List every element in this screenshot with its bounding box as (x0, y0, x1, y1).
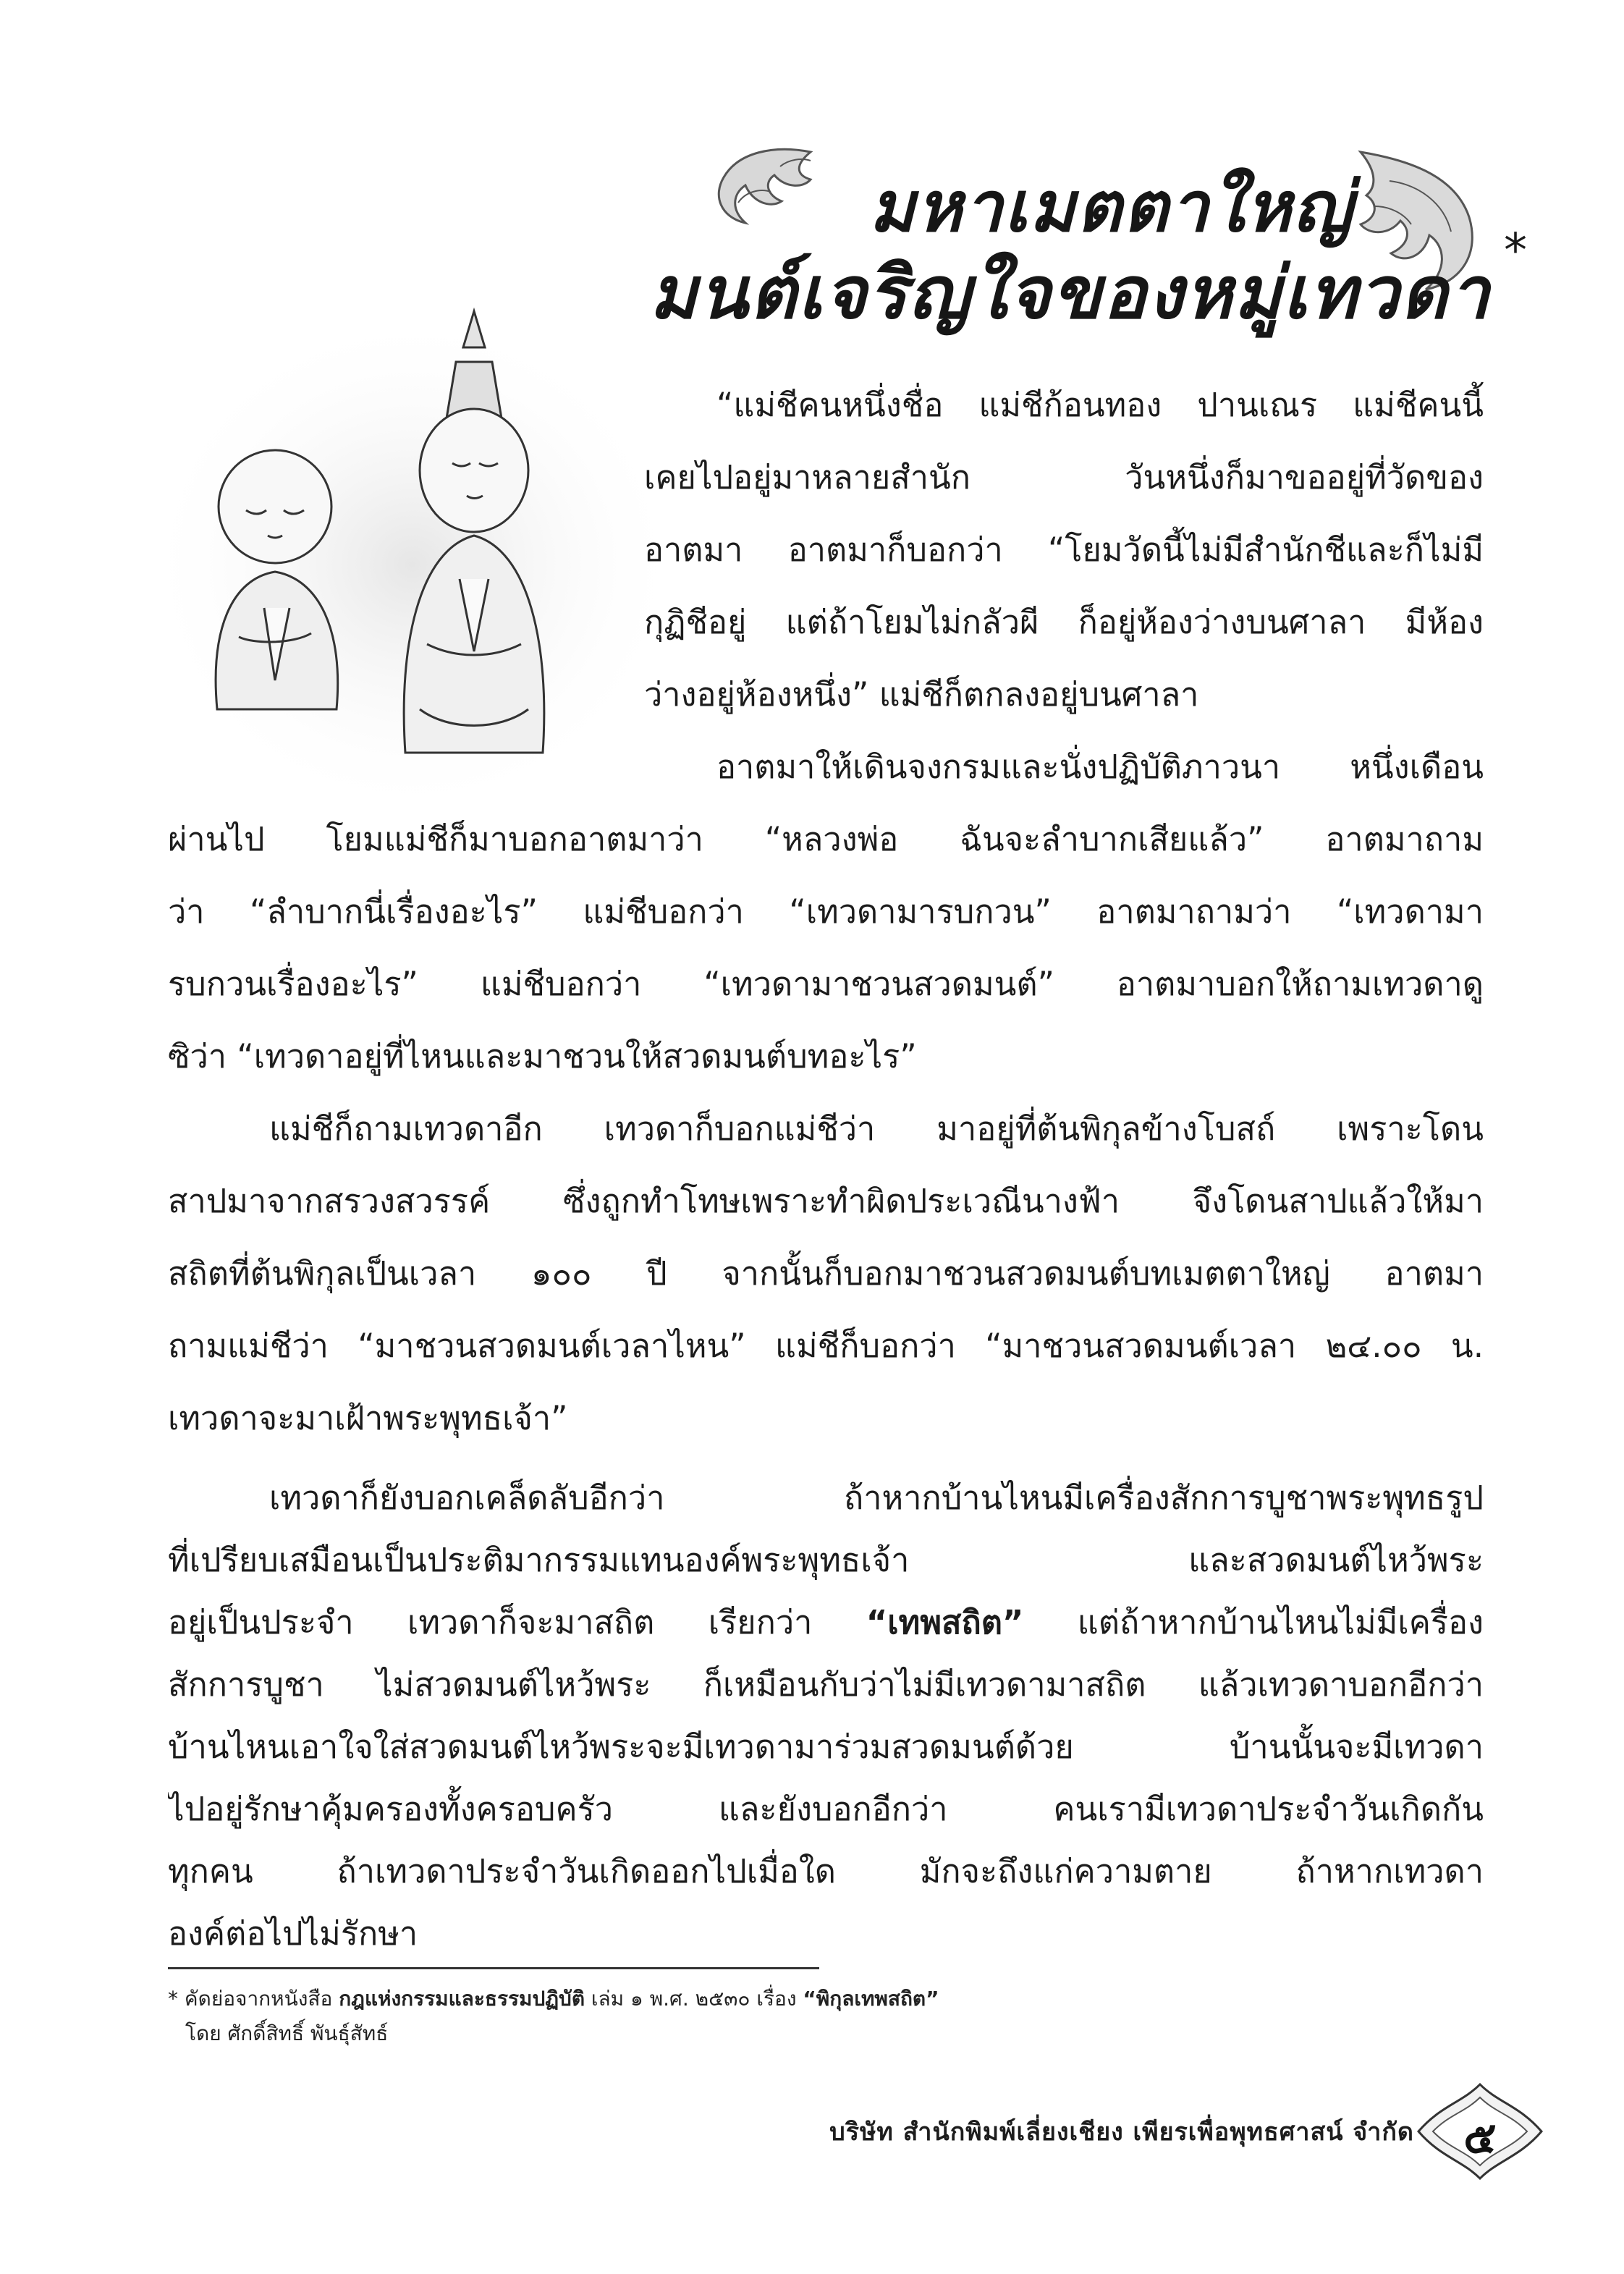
body-line: อาตมาให้เดินจงกรมและนั่งปฏิบัติภาวนา หนึ่งเดือน (716, 748, 1484, 786)
body-line: องค์ต่อไปไม่รักษา (168, 1914, 418, 1953)
body-line: ไปอยู่รักษาคุ้มครองทั้งครอบครัว และยังบอกอีกว่า คนเรามีเทวดาประจำวันเกิดกัน (168, 1790, 1484, 1828)
footnote-book-title: กฎแห่งกรรมและธรรมปฏิบัติ (339, 1987, 585, 2011)
body-line: ซิว่า “เทวดาอยู่ที่ไหนและมาชวนให้สวดมนต์บทอะไร” (168, 1037, 917, 1075)
body-line: อาตมา อาตมาก็บอกว่า “โยมวัดนี้ไม่มีสำนักชีและก็ไม่มี (644, 531, 1484, 569)
body-line: เคยไปอยู่มาหลายสำนัก วันหนึ่งก็มาขออยู่ที่วัดของ (644, 458, 1484, 496)
body-line: ทุกคน ถ้าเทวดาประจำวันเกิดออกไปเมื่อใด มักจะถึงแก่ความตาย ถ้าหากเทวดา (168, 1852, 1484, 1890)
body-line: เทวดาก็ยังบอกเคล็ดลับอีกว่า ถ้าหากบ้านไหนมีเครื่องสักการบูชาพระพุทธรูป (269, 1479, 1484, 1517)
body-line: สถิตที่ต้นพิกุลเป็นเวลา ๑๐๐ ปี จากนั้นก็บอกมาชวนสวดมนต์บทเมตตาใหญ่ อาตมา (168, 1254, 1484, 1293)
page-number-badge (1411, 2077, 1549, 2186)
nun-and-deity-illustration (166, 304, 673, 811)
body-line: แม่ชีก็ถามเทวดาอีก เทวดาก็บอกแม่ชีว่า มาอยู่ที่ต้นพิกุลข้างโบสถ์ เพราะโดน (269, 1109, 1484, 1148)
title-footnote-marker: * (1504, 224, 1527, 278)
body-line: ผ่านไป โยมแม่ชีก็มาบอกอาตมาว่า “หลวงพ่อ ฉันจะลำบากเสียแล้ว” อาตมาถาม (168, 820, 1484, 858)
publisher-footer: บริษัท สำนักพิมพ์เลี่ยงเชียง เพียรเพื่อพุทธศาสน์ จำกัด (829, 2118, 1414, 2147)
footnote-source (168, 1983, 939, 2015)
body-line: รบกวนเรื่องอะไร” แม่ชีบอกว่า “เทวดามาชวนสวดมนต์” อาตมาบอกให้ถามเทวดาดู (168, 965, 1484, 1003)
body-line: ว่า “ลำบากนี่เรื่องอะไร” แม่ชีบอกว่า “เทวดามารบกวน” อาตมาถามว่า “เทวดามา (168, 892, 1484, 931)
footnote-volume: เล่ม ๑ พ.ศ. ๒๕๓๐ เรื่อง (585, 1987, 803, 2011)
body-line: “แม่ชีคนหนึ่งชื่อ แม่ชีก้อนทอง ปานเณร แม่ชีคนนี้ (716, 386, 1484, 424)
emphasis-thep-sathit: “เทพสถิต” (866, 1603, 1024, 1641)
body-line: ที่เปรียบเสมือนเป็นประติมากรรมแทนองค์พระพุทธเจ้า และสวดมนต์ไหว้พระ (168, 1541, 1484, 1579)
footnote-prefix: * คัดย่อจากหนังสือ (168, 1987, 339, 2011)
body-line: เทวดาจะมาเฝ้าพระพุทธเจ้า” (168, 1399, 568, 1437)
body-text-segment: อยู่เป็นประจำ เทวดาก็จะมาสถิต เรียกว่า (168, 1603, 866, 1641)
body-line: ถามแม่ชีว่า “มาชวนสวดมนต์เวลาไหน” แม่ชีก็บอกว่า “มาชวนสวดมนต์เวลา ๒๔.๐๐ น. (168, 1327, 1484, 1365)
page-title-line-1: มหาเมตตาใหญ่ (868, 166, 1353, 248)
footnote-story-title: “พิกุลเทพสถิต” (803, 1987, 939, 2011)
kanok-ornament-left-icon (695, 138, 818, 232)
body-line: บ้านไหนเอาใจใส่สวดมนต์ไหว้พระจะมีเทวดามาร่วมสวดมนต์ด้วย บ้านนั้นจะมีเทวดา (168, 1728, 1484, 1766)
footnote-divider (168, 1967, 819, 1969)
page-title-line-2: มนต์เจริญใจของหมู่เทวดา (649, 250, 1491, 335)
body-text-segment: แต่ถ้าหากบ้านไหนไม่มีเครื่อง (1023, 1603, 1484, 1641)
body-line: สักการบูชา ไม่สวดมนต์ไหว้พระ ก็เหมือนกับว่าไม่มีเทวดามาสถิต แล้วเทวดาบอกอีกว่า (168, 1665, 1484, 1704)
footnote-author: โดย ศักดิ์สิทธิ์ พันธุ์สัทธ์ (185, 2021, 389, 2045)
body-line: สาปมาจากสรวงสวรรค์ ซึ่งถูกทำโทษเพราะทำผิดประเวณีนางฟ้า จึงโดนสาปแล้วให้มา (168, 1182, 1484, 1220)
body-line: กุฏิชีอยู่ แต่ถ้าโยมไม่กลัวผี ก็อยู่ห้องว่างบนศาลา มีห้อง (644, 603, 1484, 641)
body-line: ว่างอยู่ห้องหนึ่ง” แม่ชีก็ตกลงอยู่บนศาลา (644, 675, 1199, 714)
body-line-with-emphasis (168, 1594, 1484, 1652)
title-block (593, 138, 1534, 335)
page-number: ๕ (1463, 2113, 1497, 2163)
